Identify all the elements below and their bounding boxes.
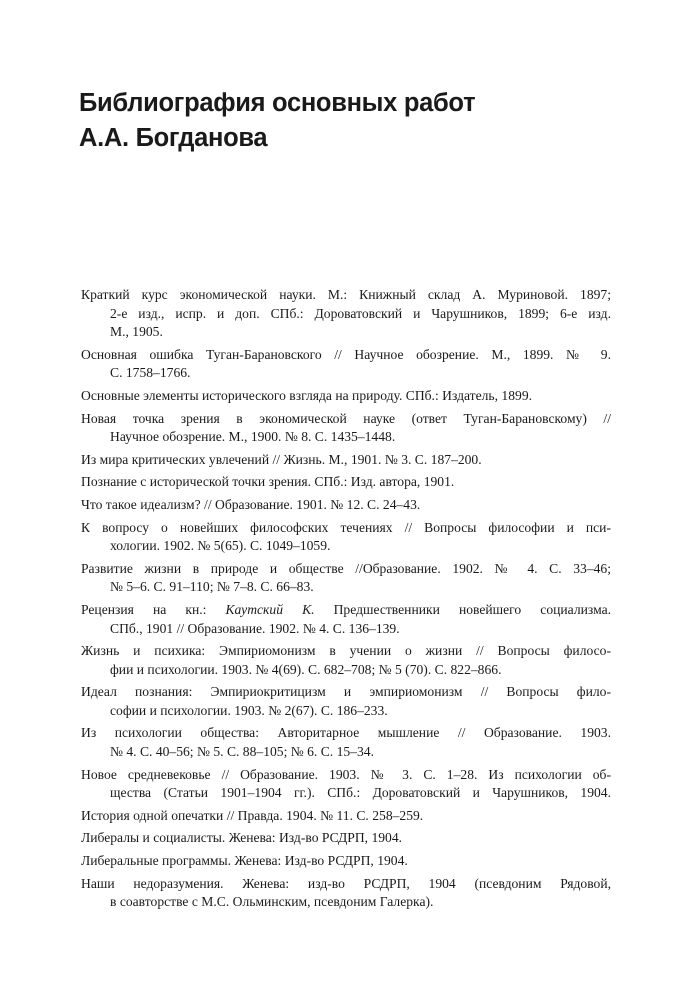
entry-line: № 4. С. 40–56; № 5. С. 88–105; № 6. С. 15–34. <box>110 744 374 760</box>
bibliography-entry <box>81 601 611 638</box>
entry-text: Рецензия на кн.: <box>81 601 226 617</box>
entry-line: хологии. 1902. № 5(65). С. 1049–1059. <box>110 538 331 554</box>
entry-line: Что такое идеализм? // Образование. 1901. № 12. С. 24–43. <box>81 496 421 512</box>
entry-line: Развитие жизни в природе и обществе //Образование. 1902. № 4. С. 33–46; <box>81 560 611 576</box>
page-title <box>79 86 619 156</box>
bibliography-list <box>81 286 611 916</box>
bibliography-entry <box>81 451 611 470</box>
bibliography-entry <box>81 560 611 597</box>
bibliography-entry <box>81 829 611 848</box>
entry-line: Познание с исторической точки зрения. СПб.: Изд. автора, 1901. <box>81 474 455 490</box>
bibliography-entry <box>81 875 611 912</box>
entry-text: Предшественники новейшего социализма. <box>314 601 612 617</box>
entry-line: Новая точка зрения в экономической науке (ответ Туган-Барановскому) // <box>81 410 611 426</box>
bibliography-entry <box>81 473 611 492</box>
entry-line: История одной опечатки // Правда. 1904. № 11. С. 258–259. <box>81 807 424 823</box>
entry-line: Либеральные программы. Женева: Изд-во РСДРП, 1904. <box>81 853 408 869</box>
entry-line: Из мира критических увлечений // Жизнь. М., 1901. № 3. С. 187–200. <box>81 451 482 467</box>
entry-line: в соавторстве с М.С. Ольминским, псевдоним Галерка). <box>110 894 434 910</box>
bibliography-entry <box>81 724 611 761</box>
entry-line <box>81 601 611 620</box>
bibliography-entry <box>81 519 611 556</box>
entry-line: софии и психологии. 1903. № 2(67). С. 186–233. <box>110 702 388 718</box>
entry-line: Основные элементы исторического взгляда на природу. СПб.: Издатель, 1899. <box>81 387 533 403</box>
entry-line: Либералы и социалисты. Женева: Изд-во РСДРП, 1904. <box>81 830 403 846</box>
entry-line: Наши недоразумения. Женева: изд-во РСДРП, 1904 (псевдоним Рядовой, <box>81 875 611 891</box>
entry-line: щества (Статьи 1901–1904 гг.). СПб.: Дороватовский и Чарушников, 1904. <box>110 785 611 801</box>
entry-line: С. 1758–1766. <box>110 365 191 381</box>
entry-line: фии и психологии. 1903. № 4(69). С. 682–708; № 5 (70). С. 822–866. <box>110 661 502 677</box>
bibliography-entry <box>81 286 611 342</box>
bibliography-entry <box>81 410 611 447</box>
title-line-2: А.А. Богданова <box>79 124 268 152</box>
bibliography-entry <box>81 807 611 826</box>
bibliography-entry <box>81 766 611 803</box>
bibliography-entry <box>81 852 611 871</box>
entry-line: Краткий курс экономической науки. М.: Книжный склад А. Муриновой. 1897; <box>81 287 611 302</box>
bibliography-entry <box>81 346 611 383</box>
entry-line: СПб., 1901 // Образование. 1902. № 4. С. 136–139. <box>110 620 400 636</box>
entry-line: К вопросу о новейших философских течениях // Вопросы философии и пси- <box>81 519 611 535</box>
entry-line: Новое средневековье // Образование. 1903. № 3. С. 1–28. Из психологии об- <box>81 766 611 782</box>
title-line-1: Библиография основных работ <box>79 89 476 117</box>
entry-line: Из психологии общества: Авторитарное мышление // Образование. 1903. <box>81 725 611 741</box>
entry-line: № 5–6. С. 91–110; № 7–8. С. 66–83. <box>110 579 314 595</box>
entry-line: Основная ошибка Туган-Барановского // Научное обозрение. М., 1899. № 9. <box>81 346 611 362</box>
bibliography-entry <box>81 496 611 515</box>
bibliography-entry <box>81 683 611 720</box>
entry-line: 2-е изд., испр. и доп. СПб.: Дороватовский и Чарушников, 1899; 6-е изд. <box>110 305 611 321</box>
entry-line: Идеал познания: Эмпириокритицизм и эмпириомонизм // Вопросы фило- <box>81 684 611 700</box>
bibliography-entry <box>81 387 611 406</box>
bibliography-entry <box>81 642 611 679</box>
entry-line: М., 1905. <box>110 324 163 340</box>
entry-line: Жизнь и психика: Эмпириомонизм в учении о жизни // Вопросы филосо- <box>81 643 611 659</box>
author-name: Каутский К. <box>225 601 315 617</box>
entry-line: Научное обозрение. М., 1900. № 8. С. 1435–1448. <box>110 429 396 445</box>
